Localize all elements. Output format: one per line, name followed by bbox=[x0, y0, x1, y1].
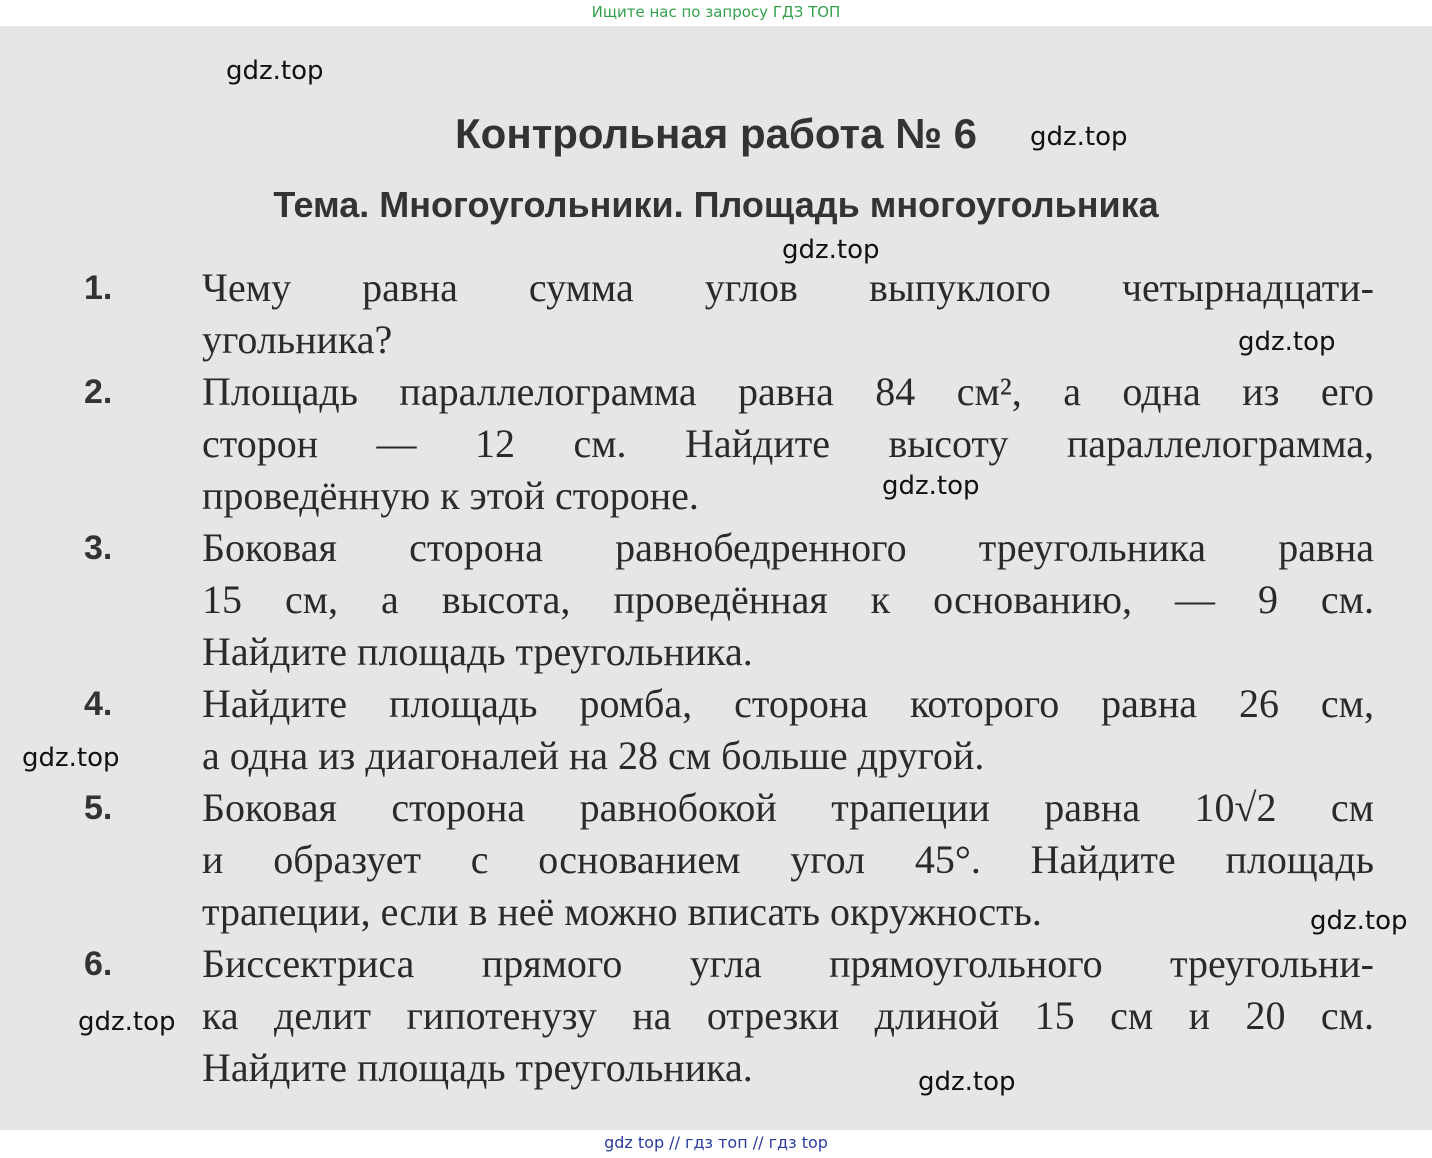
watermark: gdz.top bbox=[1030, 122, 1128, 152]
task-text-line: Биссектриса прямого угла прямоугольного треугольни- bbox=[202, 941, 1374, 986]
task-text-line: 15 см, а высота, проведённая к основанию, — 9 см. bbox=[202, 577, 1374, 622]
watermark: gdz.top bbox=[882, 471, 980, 501]
watermark: gdz.top bbox=[1310, 906, 1408, 936]
watermark: gdz.top bbox=[22, 743, 120, 773]
task-text-line: проведённую к этой стороне. bbox=[202, 473, 699, 518]
task-number: 3. bbox=[84, 529, 113, 567]
task-text-line: Боковая сторона равнобокой трапеции равна 10√2 см bbox=[202, 785, 1374, 830]
task-text-line: Найдите площадь треугольника. bbox=[202, 629, 753, 674]
task-text-line: и образует с основанием угол 45°. Найдите площадь bbox=[202, 837, 1374, 882]
watermark: gdz.top bbox=[226, 56, 324, 86]
task-number: 4. bbox=[84, 685, 113, 723]
task-text-line: Найдите площадь ромба, сторона которого равна 26 см, bbox=[202, 681, 1374, 726]
task-text-line: Найдите площадь треугольника. bbox=[202, 1045, 753, 1090]
task-text-line: Чему равна сумма углов выпуклого четырнадцати- bbox=[202, 265, 1374, 310]
task-text-line: трапеции, если в неё можно вписать окружность. bbox=[202, 889, 1042, 934]
task-number: 5. bbox=[84, 789, 113, 827]
task-number: 6. bbox=[84, 945, 113, 983]
task-text-line: угольника? bbox=[202, 317, 393, 362]
task-text-line: Площадь параллелограмма равна 84 см², а одна из его bbox=[202, 369, 1374, 414]
footer-links[interactable]: gdz top // гдз топ // гдз top bbox=[0, 1130, 1432, 1158]
task-number: 2. bbox=[84, 373, 113, 411]
task-text-line: Боковая сторона равнобедренного треугольника равна bbox=[202, 525, 1374, 570]
task-text-line: ка делит гипотенузу на отрезки длиной 15 см и 20 см. bbox=[202, 993, 1374, 1038]
scanned-page bbox=[0, 26, 1432, 1130]
watermark: gdz.top bbox=[918, 1067, 1016, 1097]
page-subtitle: Тема. Многоугольники. Площадь многоугольника bbox=[273, 184, 1159, 225]
watermark: gdz.top bbox=[782, 235, 880, 265]
watermark: gdz.top bbox=[78, 1007, 176, 1037]
task-number: 1. bbox=[84, 269, 113, 307]
watermark: gdz.top bbox=[1238, 327, 1336, 357]
top-banner[interactable]: Ищите нас по запросу ГДЗ ТОП bbox=[0, 0, 1432, 26]
page-title: Контрольная работа № 6 bbox=[455, 110, 977, 157]
task-text-line: а одна из диагоналей на 28 см больше другой. bbox=[202, 733, 985, 778]
task-text-line: сторон — 12 см. Найдите высоту параллелограмма, bbox=[202, 421, 1374, 466]
